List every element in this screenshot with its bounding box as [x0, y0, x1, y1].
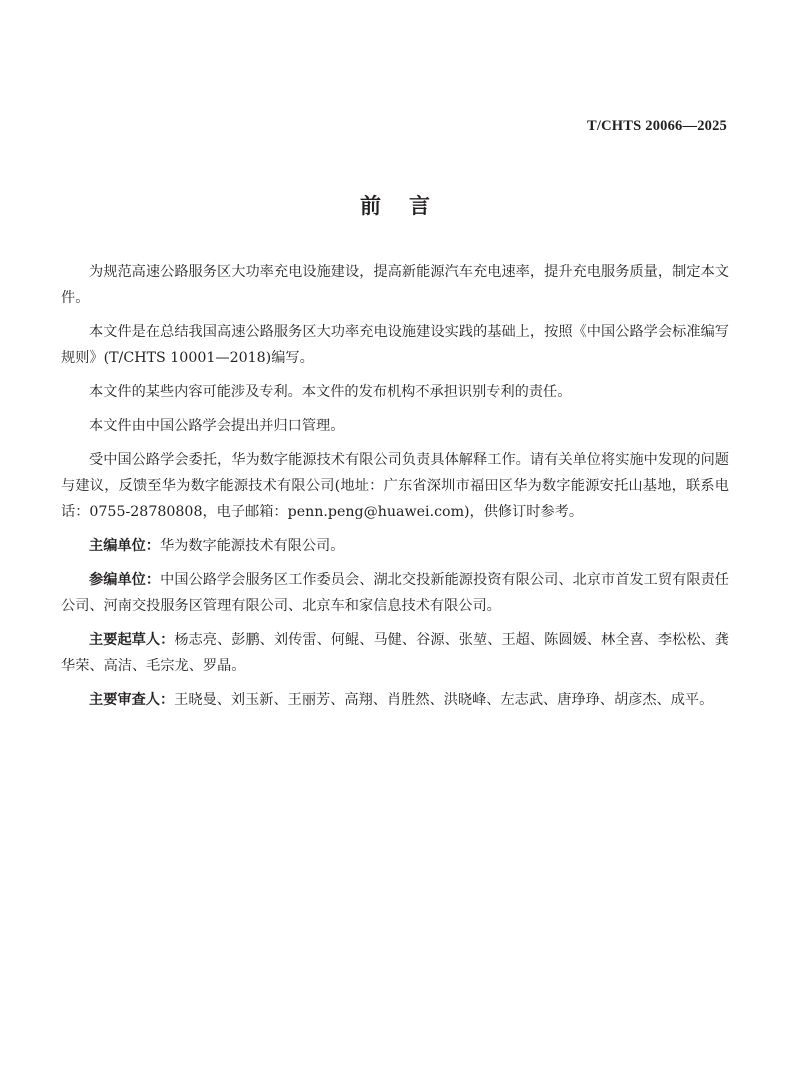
- drafters-label: 主要起草人：: [89, 632, 175, 648]
- reviewers-value: 王晓曼、刘玉新、王丽芳、高翔、肖胜然、洪晓峰、左志武、唐琤琤、胡彦杰、成平。: [174, 692, 714, 708]
- paragraph-patent: 本文件的某些内容可能涉及专利。本文件的发布机构不承担识别专利的责任。: [89, 384, 572, 400]
- chief-editor-line: [61, 533, 729, 559]
- participants-value: 中国公路学会服务区工作委员会、湖北交投新能源投资有限公司、北京市首发工贸有限责任公司、河南交投服务区管理有限公司、北京车和家信息技术有限公司。: [61, 572, 729, 614]
- chief-editor-value: 华为数字能源技术有限公司。: [159, 538, 345, 554]
- foreword-body: [61, 259, 729, 721]
- participants-line: [61, 567, 729, 619]
- standard-number: T/CHTS 20066—2025: [587, 118, 727, 134]
- chief-editor-label: 主编单位：: [89, 538, 160, 554]
- drafters-line: [61, 627, 729, 679]
- paragraph-purpose: 为规范高速公路服务区大功率充电设施建设，提高新能源汽车充电速率，提升充电服务质量，制定本文件。: [61, 264, 729, 306]
- reviewers-line: [61, 687, 729, 713]
- section-title: 前言: [360, 194, 458, 218]
- drafters-value: 杨志亮、彭鹏、刘传雷、何鲲、马健、谷源、张堃、王超、陈圆媛、林全喜、李松松、龚华荣、高洁、毛宗龙、罗晶。: [61, 632, 729, 674]
- reviewers-label: 主要审查人：: [89, 692, 175, 708]
- participants-label: 参编单位：: [89, 572, 161, 588]
- paragraph-basis: 本文件是在总结我国高速公路服务区大功率充电设施建设实践的基础上，按照《中国公路学会标准编写规则》(T/CHTS 10001—2018)编写。: [61, 324, 729, 366]
- paragraph-contact: 受中国公路学会委托，华为数字能源技术有限公司负责具体解释工作。请有关单位将实施中发现的问题与建议，反馈至华为数字能源技术有限公司(地址：广东省深圳市福田区华为数字能源安托山基地，联系电话：0755-28780808，电子邮箱：penn.peng@huawei.com)，供修订时参考。: [61, 452, 729, 520]
- paragraph-management: 本文件由中国公路学会提出并归口管理。: [89, 418, 345, 434]
